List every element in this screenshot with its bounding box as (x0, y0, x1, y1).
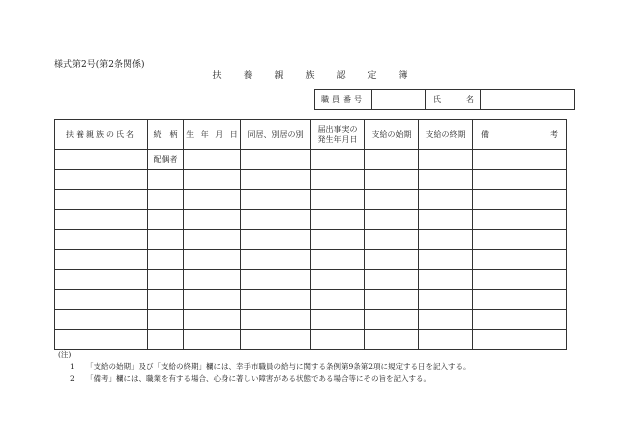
employee-name-label-1: 氏 (433, 94, 441, 104)
table-row (55, 210, 567, 230)
cell-start[interactable] (365, 270, 419, 290)
cell-start[interactable] (365, 330, 419, 350)
cell-start[interactable] (365, 290, 419, 310)
cell-birthdate[interactable] (184, 150, 241, 170)
table-row (55, 190, 567, 210)
header-relation: 続 柄 (148, 120, 184, 150)
cell-start[interactable] (365, 310, 419, 330)
cell-name[interactable] (55, 270, 148, 290)
note-item (58, 373, 471, 385)
table-row (55, 330, 567, 350)
title-char: 簿 (398, 71, 408, 81)
cell-event-date[interactable] (311, 210, 365, 230)
cell-name[interactable] (55, 250, 148, 270)
header-remarks-1: 備 (481, 129, 489, 139)
header-event-date: 届出事実の 発生年月日 (311, 120, 365, 150)
cell-relation[interactable] (148, 250, 184, 270)
table-row (55, 170, 567, 190)
cell-name[interactable] (55, 330, 148, 350)
cell-remarks[interactable] (473, 190, 567, 210)
note-text: 「備考」欄には、職業を有する場合、心身に著しい障害がある状態である場合等にその旨を記入する。 (86, 374, 431, 383)
cell-relation[interactable] (148, 290, 184, 310)
cell-relation[interactable] (148, 310, 184, 330)
cell-relation[interactable] (148, 270, 184, 290)
notes-section (58, 349, 471, 385)
cell-event-date[interactable] (311, 250, 365, 270)
employee-name-field[interactable] (481, 90, 575, 110)
cell-cohabitation[interactable] (241, 150, 311, 170)
cell-start[interactable] (365, 170, 419, 190)
cell-event-date[interactable] (311, 270, 365, 290)
cell-start[interactable] (365, 230, 419, 250)
employee-name-label (426, 90, 481, 110)
cell-cohabitation[interactable] (241, 250, 311, 270)
cell-cohabitation[interactable] (241, 290, 311, 310)
cell-name[interactable] (55, 290, 148, 310)
cell-remarks[interactable] (473, 290, 567, 310)
dependents-table (54, 119, 567, 350)
header-birthdate: 生 年 月 日 (184, 120, 241, 150)
title-char: 扶 (212, 71, 222, 81)
cell-start[interactable] (365, 250, 419, 270)
cell-cohabitation[interactable] (241, 210, 311, 230)
cell-event-date[interactable] (311, 310, 365, 330)
header-remarks-2: 考 (550, 129, 558, 139)
cell-birthdate[interactable] (184, 170, 241, 190)
employee-name-label-2: 名 (466, 94, 474, 104)
notes-heading: (注) (58, 350, 72, 359)
cell-remarks[interactable] (473, 230, 567, 250)
cell-relation[interactable] (148, 230, 184, 250)
employee-number-field[interactable] (372, 90, 426, 110)
document-title (150, 68, 470, 81)
cell-cohabitation[interactable] (241, 330, 311, 350)
cell-end[interactable] (419, 330, 473, 350)
cell-remarks[interactable] (473, 150, 567, 170)
title-char: 養 (243, 71, 253, 81)
cell-end[interactable] (419, 270, 473, 290)
cell-event-date[interactable] (311, 170, 365, 190)
cell-end[interactable] (419, 170, 473, 190)
header-cohabitation: 同居、別居の別 (241, 120, 311, 150)
cell-relation[interactable] (148, 190, 184, 210)
table-row (55, 150, 567, 170)
cell-birthdate[interactable] (184, 210, 241, 230)
cell-relation[interactable] (148, 210, 184, 230)
cell-event-date[interactable] (311, 290, 365, 310)
cell-event-date[interactable] (311, 150, 365, 170)
note-number: 1 (70, 362, 75, 371)
header-end: 支給の終期 (419, 120, 473, 150)
cell-name[interactable] (55, 230, 148, 250)
table-row (55, 310, 567, 330)
header-name: 扶養親族の氏名 (55, 120, 148, 150)
cell-birthdate[interactable] (184, 250, 241, 270)
cell-end[interactable] (419, 210, 473, 230)
cell-end[interactable] (419, 230, 473, 250)
form-number: 様式第2号(第2条関係) (54, 60, 145, 70)
cell-remarks[interactable] (473, 170, 567, 190)
cell-start[interactable] (365, 210, 419, 230)
table-row (55, 250, 567, 270)
header-remarks (473, 120, 567, 150)
title-char: 認 (336, 71, 346, 81)
cell-relation[interactable]: 配偶者 (148, 150, 184, 170)
table-row (55, 290, 567, 310)
cell-cohabitation[interactable] (241, 170, 311, 190)
cell-birthdate[interactable] (184, 190, 241, 210)
employee-number-label: 職員番号 (315, 90, 372, 110)
cell-cohabitation[interactable] (241, 310, 311, 330)
table-row (55, 230, 567, 250)
cell-start[interactable] (365, 150, 419, 170)
cell-end[interactable] (419, 290, 473, 310)
cell-event-date[interactable] (311, 330, 365, 350)
cell-relation[interactable] (148, 170, 184, 190)
cell-name[interactable] (55, 150, 148, 170)
table-row (55, 270, 567, 290)
cell-name[interactable] (55, 170, 148, 190)
title-char: 族 (305, 71, 315, 81)
cell-name[interactable] (55, 190, 148, 210)
cell-cohabitation[interactable] (241, 270, 311, 290)
cell-end[interactable] (419, 190, 473, 210)
cell-remarks[interactable] (473, 250, 567, 270)
header-start: 支給の始期 (365, 120, 419, 150)
cell-cohabitation[interactable] (241, 190, 311, 210)
cell-name[interactable] (55, 310, 148, 330)
cell-end[interactable] (419, 310, 473, 330)
cell-remarks[interactable] (473, 210, 567, 230)
note-text: 「支給の始期」及び「支給の終期」欄には、幸手市職員の給与に関する条例第9条第2項に規定する日を記入する。 (86, 362, 471, 371)
cell-birthdate[interactable] (184, 230, 241, 250)
cell-start[interactable] (365, 190, 419, 210)
cell-remarks[interactable] (473, 310, 567, 330)
cell-end[interactable] (419, 250, 473, 270)
cell-end[interactable] (419, 150, 473, 170)
note-number: 2 (70, 374, 75, 383)
cell-birthdate[interactable] (184, 330, 241, 350)
cell-cohabitation[interactable] (241, 230, 311, 250)
cell-relation[interactable] (148, 330, 184, 350)
cell-remarks[interactable] (473, 330, 567, 350)
title-char: 定 (367, 71, 377, 81)
cell-birthdate[interactable] (184, 310, 241, 330)
table-header-row (55, 120, 567, 150)
title-char: 親 (274, 71, 284, 81)
cell-remarks[interactable] (473, 270, 567, 290)
cell-event-date[interactable] (311, 190, 365, 210)
cell-event-date[interactable] (311, 230, 365, 250)
cell-birthdate[interactable] (184, 270, 241, 290)
note-item (58, 361, 471, 373)
cell-name[interactable] (55, 210, 148, 230)
employee-info-table (314, 89, 575, 110)
cell-birthdate[interactable] (184, 290, 241, 310)
